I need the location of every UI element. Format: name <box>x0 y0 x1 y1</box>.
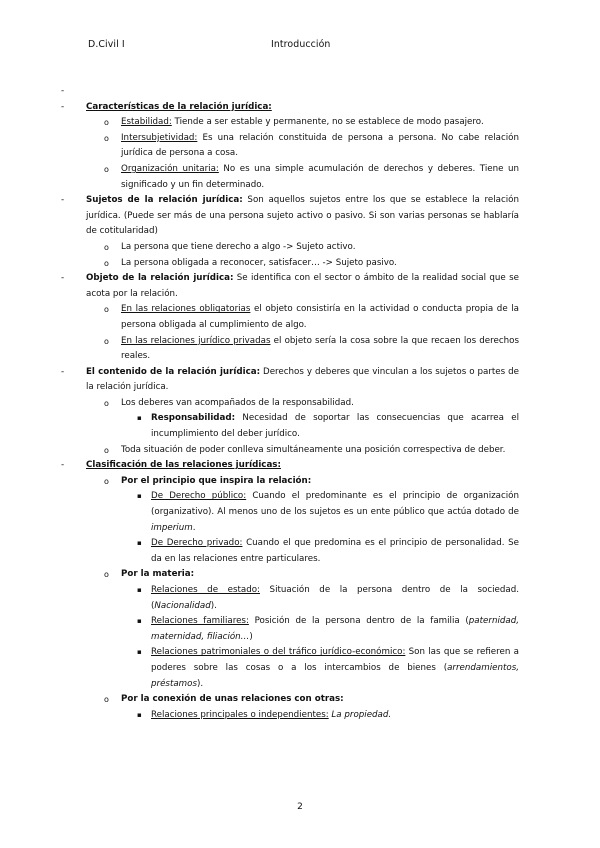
circle-bullet: o <box>104 445 109 455</box>
section-sujetos <box>61 193 519 240</box>
square-bullet: ▪ <box>137 492 142 501</box>
circle-bullet: o <box>104 242 109 252</box>
item-label: Estabilidad: <box>121 117 172 128</box>
list-item <box>61 692 519 708</box>
item-text: Toda situación de poder conlleva simultáneamente una posición correspectiva de deber. <box>121 444 506 455</box>
item-text: Cuando el predominante es el principio de organización (organizativo). Al menos uno de los sujetos es un ente público que actúa dotado de <box>151 491 519 518</box>
item-title: Por la conexión de unas relaciones con otras: <box>121 694 344 705</box>
item-label: Relaciones de estado: <box>151 585 260 595</box>
section-title: Características de la relación jurídica: <box>86 101 272 112</box>
item-italic: arrendamientos, préstamos <box>151 662 519 689</box>
item-text: Los deberes van acompañados de la responsabilidad. <box>121 397 354 408</box>
sub-list-item <box>61 411 519 442</box>
square-bullet: ▪ <box>137 710 142 719</box>
item-italic: imperium <box>151 522 193 533</box>
item-title: Por el principio que inspira la relación: <box>121 475 312 486</box>
circle-bullet: o <box>104 398 109 408</box>
section-contenido <box>61 365 519 396</box>
empty-dash-line <box>61 84 519 100</box>
item-label: De Derecho público: <box>151 491 247 502</box>
sub-list-item <box>61 583 519 614</box>
document-body <box>61 84 519 723</box>
page-number: 2 <box>297 802 303 812</box>
dash-bullet: - <box>61 195 65 206</box>
section-objeto <box>61 271 519 302</box>
item-label: Responsabilidad: <box>151 413 236 424</box>
item-text: Es una relación constituida de persona a persona. No cabe relación jurídica de persona a cosa. <box>121 132 519 159</box>
sub-list-item <box>61 645 519 692</box>
square-bullet: ▪ <box>137 414 142 423</box>
sub-list-item <box>61 489 519 536</box>
circle-bullet: o <box>104 476 109 486</box>
item-text: La persona obligada a reconocer, satisfacer… -> Sujeto pasivo. <box>121 257 397 268</box>
sub-list-item <box>61 708 519 724</box>
list-item <box>61 474 519 490</box>
item-label: Intersubjetividad: <box>121 132 198 143</box>
square-bullet: ▪ <box>137 648 142 657</box>
item-italic: La propiedad. <box>328 709 392 720</box>
header-title: Introducción <box>271 39 331 50</box>
list-item <box>61 567 519 583</box>
section-text: Se identifica con el sector o ámbito de la realidad social que se acota por la relación. <box>86 273 519 299</box>
section-clasificacion <box>61 458 519 474</box>
list-item <box>61 334 519 365</box>
list-item <box>61 115 519 131</box>
circle-bullet: o <box>104 118 109 128</box>
list-item <box>61 302 519 333</box>
item-text: el objeto consistiría en la actividad o conducta propia de la persona obligada al cumplimiento de algo. <box>121 304 519 330</box>
list-item <box>61 240 519 256</box>
item-text: Tiende a ser estable y permanente, no se establece de modo pasajero. <box>171 117 484 128</box>
list-item <box>61 396 519 412</box>
section-title: Sujetos de la relación jurídica: <box>86 195 243 206</box>
section-title: Objeto de la relación jurídica: <box>86 273 234 284</box>
item-italic: paternidad, maternidad, filiación… <box>151 616 519 642</box>
header-left: D.Civil I <box>88 39 125 50</box>
dash-bullet: - <box>61 86 65 96</box>
circle-bullet: o <box>104 336 109 346</box>
item-label: Organización unitaria: <box>121 163 219 174</box>
circle-bullet: o <box>104 133 109 143</box>
item-label: Relaciones familiares: <box>151 616 249 627</box>
list-item <box>61 162 519 193</box>
dash-bullet: - <box>61 460 65 471</box>
dash-bullet: - <box>61 366 65 377</box>
item-end: ). <box>210 600 217 611</box>
item-label: De Derecho privado: <box>151 538 243 549</box>
section-title: El contenido de la relación jurídica: <box>86 366 261 377</box>
item-text: el objeto sería la cosa sobre la que recaen los derechos reales. <box>121 335 519 362</box>
item-text: Posición de la persona dentro de la familia ( <box>248 616 469 627</box>
item-label: En las relaciones obligatorias <box>121 304 251 315</box>
section-text: Derechos y deberes que vinculan a los sujetos o partes de la relación jurídica. <box>86 366 519 393</box>
item-end: ). <box>197 678 204 689</box>
square-bullet: ▪ <box>137 586 142 594</box>
item-label: Relaciones patrimoniales o del tráfico jurídico-económico: <box>151 647 406 658</box>
item-text: La persona que tiene derecho a algo -> Sujeto activo. <box>121 241 356 252</box>
item-text: Son las que se refieren a poderes sobre las cosas o a los intercambios de bienes ( <box>151 647 519 673</box>
item-end: . <box>192 522 196 533</box>
item-title: Por la materia: <box>121 569 195 580</box>
section-text: Son aquellos sujetos entre los que se establece la relación jurídica. (Puede ser más de una persona sujeto activo o pasivo. Si son varias personas se hablaría de cotitularidad) <box>86 195 519 237</box>
item-end: ) <box>249 631 253 642</box>
item-text: No es una simple acumulación de derechos y deberes. Tiene un significado y un fin determinado. <box>121 163 519 190</box>
section-title: Clasificación de las relaciones jurídicas: <box>86 460 281 471</box>
circle-bullet: o <box>104 164 109 174</box>
circle-bullet: o <box>104 305 109 315</box>
sub-list-item <box>61 614 519 645</box>
item-text: Situación de la persona dentro de la sociedad. ( <box>151 585 519 611</box>
sub-list-item <box>61 536 519 567</box>
square-bullet: ▪ <box>137 617 142 626</box>
list-item <box>61 443 519 459</box>
item-text: Cuando el que predomina es el principio de personalidad. Se da en las relaciones entre particulares. <box>151 538 519 564</box>
dash-bullet: - <box>61 101 65 112</box>
item-label: En las relaciones jurídico privadas <box>121 335 271 346</box>
circle-bullet: o <box>104 695 109 705</box>
dash-bullet: - <box>61 273 65 284</box>
list-item <box>61 256 519 272</box>
circle-bullet: o <box>104 570 109 580</box>
section-caracteristicas <box>61 100 519 116</box>
square-bullet: ▪ <box>137 539 142 548</box>
item-italic: Nacionalidad <box>154 600 211 611</box>
list-item <box>61 131 519 162</box>
item-label: Relaciones principales o independientes: <box>151 709 329 720</box>
circle-bullet: o <box>104 258 109 268</box>
item-text: Necesidad de soportar las consecuencias que acarrea el incumplimiento del deber jurídico. <box>151 413 519 440</box>
